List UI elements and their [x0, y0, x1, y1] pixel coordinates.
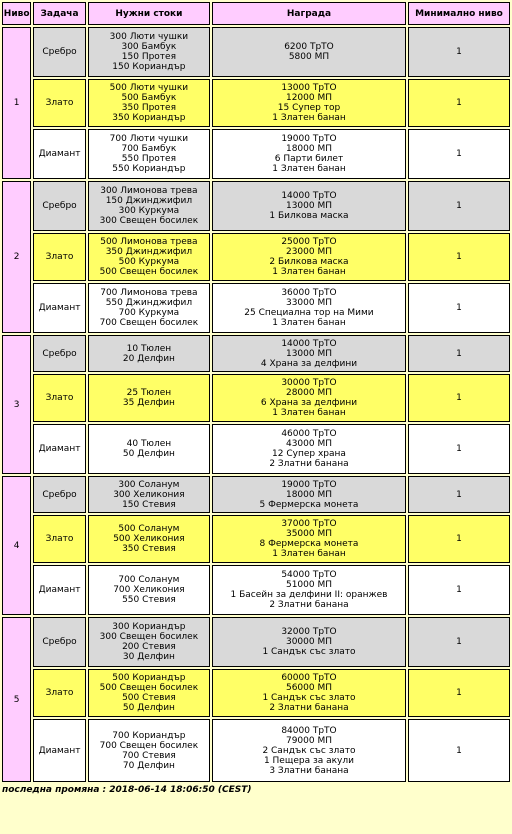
table-body	[2, 27, 510, 782]
goods-cell	[88, 374, 210, 422]
reward-item: 12 Супер храна	[272, 449, 346, 459]
task-cell: Диамант	[33, 565, 86, 615]
header-goods: Нужни стоки	[88, 2, 210, 25]
min-level-cell: 1	[408, 181, 510, 231]
goods-item: 300 Бамбук	[121, 42, 177, 52]
reward-item: 37000 ТрТО	[281, 519, 337, 529]
reward-item: 54000 ТрТО	[281, 570, 337, 580]
task-cell: Сребро	[33, 181, 86, 231]
table-row	[2, 476, 510, 513]
table-row	[2, 283, 510, 333]
goods-item: 500 Куркума	[118, 257, 180, 267]
goods-item: 500 Свещен босилек	[99, 683, 199, 693]
goods-item: 150 Джинджифил	[105, 196, 193, 206]
reward-item: 46000 ТрТО	[281, 429, 337, 439]
reward-cell	[212, 335, 406, 372]
reward-item: 23000 МП	[285, 247, 332, 257]
task-cell: Сребро	[33, 335, 86, 372]
goods-cell	[88, 565, 210, 615]
table-row	[2, 335, 510, 372]
reward-cell	[212, 374, 406, 422]
table-row	[2, 565, 510, 615]
goods-item: 700 Бамбук	[121, 144, 177, 154]
table-row	[2, 669, 510, 717]
goods-item: 70 Делфин	[122, 760, 175, 771]
task-cell: Злато	[33, 79, 86, 127]
goods-item: 500 Свещен босилек	[99, 267, 199, 277]
reward-item: 5800 МП	[288, 52, 330, 62]
reward-item: 35000 МП	[285, 529, 332, 539]
reward-item: 13000 МП	[285, 201, 332, 211]
reward-item: 1 Златен банан	[272, 164, 346, 174]
reward-item: 2 Билкова маска	[269, 257, 349, 267]
reward-item: 2 Златни банана	[269, 459, 349, 469]
min-level-cell: 1	[408, 719, 510, 782]
reward-item: 8 Фермерска монета	[259, 539, 359, 549]
goods-cell	[88, 233, 210, 281]
goods-item: 40 Тюлен	[126, 439, 172, 449]
level-cell: 2	[2, 181, 31, 333]
goods-item: 350 Стевия	[122, 544, 176, 554]
reward-item: 79000 МП	[285, 735, 332, 746]
reward-item: 1 Сандък със злато	[262, 647, 356, 657]
goods-cell	[88, 27, 210, 77]
level-cell: 1	[2, 27, 31, 179]
goods-item: 200 Стевия	[122, 642, 176, 652]
table-row	[2, 424, 510, 474]
task-cell: Злато	[33, 515, 86, 563]
goods-item: 35 Делфин	[122, 398, 175, 408]
last-modified: последна промяна : 2018-06-14 18:06:50 (CEST)	[2, 785, 252, 795]
min-level-cell: 1	[408, 283, 510, 333]
table-row	[2, 617, 510, 667]
goods-item: 350 Кориандър	[112, 113, 186, 123]
reward-item: 4 Храна за делфини	[260, 358, 358, 369]
reward-item: 12000 МП	[285, 93, 332, 103]
goods-item: 550 Стевия	[122, 595, 176, 605]
goods-cell	[88, 719, 210, 782]
min-level-cell: 1	[408, 515, 510, 563]
reward-item: 1 Златен банан	[272, 318, 346, 328]
reward-item: 19000 ТрТО	[281, 134, 337, 144]
goods-item: 700 Свещен босилек	[99, 318, 199, 328]
reward-item: 33000 МП	[285, 298, 332, 308]
goods-item: 700 Люти чушки	[109, 134, 189, 144]
reward-item: 1 Сандък със злато	[262, 693, 356, 703]
goods-item: 300 Лимонова трева	[100, 186, 198, 196]
reward-cell	[212, 424, 406, 474]
goods-item: 30 Делфин	[122, 652, 175, 662]
table-row	[2, 374, 510, 422]
min-level-cell: 1	[408, 617, 510, 667]
goods-cell	[88, 129, 210, 179]
goods-item: 700 Свещен босилек	[99, 740, 199, 751]
goods-item: 500 Стевия	[122, 693, 176, 703]
task-cell: Злато	[33, 669, 86, 717]
reward-item: 30000 ТрТО	[281, 378, 337, 388]
task-cell: Диамант	[33, 129, 86, 179]
reward-item: 19000 ТрТО	[281, 479, 337, 490]
goods-item: 150 Протея	[121, 52, 177, 62]
task-cell: Сребро	[33, 617, 86, 667]
min-level-cell: 1	[408, 27, 510, 77]
goods-item: 50 Делфин	[122, 703, 175, 713]
header-min-level: Минимално ниво	[408, 2, 510, 25]
reward-cell	[212, 565, 406, 615]
reward-item: 2 Сандък със злато	[262, 745, 356, 756]
goods-item: 700 Соланум	[118, 575, 180, 585]
goods-item: 350 Протея	[121, 103, 177, 113]
header-row	[2, 2, 510, 25]
reward-item: 1 Златен банан	[272, 408, 346, 418]
reward-item: 6200 ТрТО	[284, 42, 334, 52]
goods-cell	[88, 669, 210, 717]
goods-item: 500 Соланум	[118, 524, 180, 534]
reward-item: 60000 ТрТО	[281, 673, 337, 683]
table-row	[2, 27, 510, 77]
goods-item: 10 Тюлен	[126, 343, 172, 354]
reward-item: 1 Басейн за делфини II: оранжев	[230, 590, 388, 600]
min-level-cell: 1	[408, 335, 510, 372]
header-level: Ниво	[2, 2, 31, 25]
goods-item: 300 Свещен босилек	[99, 216, 199, 226]
reward-item: 6 Храна за делфини	[260, 398, 358, 408]
goods-item: 550 Протея	[121, 154, 177, 164]
table-row	[2, 719, 510, 782]
reward-item: 36000 ТрТО	[281, 288, 337, 298]
goods-cell	[88, 476, 210, 513]
reward-cell	[212, 719, 406, 782]
table-row	[2, 515, 510, 563]
reward-item: 5 Фермерска монета	[259, 499, 359, 510]
reward-cell	[212, 617, 406, 667]
min-level-cell: 1	[408, 424, 510, 474]
table-row	[2, 181, 510, 231]
goods-cell	[88, 79, 210, 127]
reward-item: 3 Златни банана	[269, 765, 349, 776]
goods-item: 300 Свещен босилек	[99, 632, 199, 642]
level-cell: 4	[2, 476, 31, 615]
goods-item: 300 Люти чушки	[109, 32, 189, 42]
task-cell: Диамант	[33, 424, 86, 474]
reward-item: 13000 МП	[285, 348, 332, 359]
reward-cell	[212, 129, 406, 179]
reward-item: 56000 МП	[285, 683, 332, 693]
goods-item: 700 Кориандър	[112, 730, 186, 741]
goods-item: 550 Джинджифил	[105, 298, 193, 308]
level-cell: 5	[2, 617, 31, 782]
reward-item: 28000 МП	[285, 388, 332, 398]
reward-item: 51000 МП	[285, 580, 332, 590]
task-cell: Сребро	[33, 476, 86, 513]
reward-item: 14000 ТрТО	[281, 191, 337, 201]
task-cell: Злато	[33, 374, 86, 422]
header-task: Задача	[33, 2, 86, 25]
goods-item: 500 Лимонова трева	[100, 237, 198, 247]
min-level-cell: 1	[408, 669, 510, 717]
task-cell: Злато	[33, 233, 86, 281]
min-level-cell: 1	[408, 79, 510, 127]
reward-item: 1 Златен банан	[272, 113, 346, 123]
reward-item: 1 Пещера за акули	[263, 755, 354, 766]
goods-item: 500 Бамбук	[121, 93, 177, 103]
reward-item: 1 Златен банан	[272, 267, 346, 277]
header-reward: Награда	[212, 2, 406, 25]
min-level-cell: 1	[408, 129, 510, 179]
task-cell: Диамант	[33, 719, 86, 782]
goods-cell	[88, 617, 210, 667]
reward-item: 15 Супер тор	[277, 103, 341, 113]
level-cell: 3	[2, 335, 31, 474]
goods-item: 700 Куркума	[118, 308, 180, 318]
goods-item: 700 Хеликония	[113, 585, 185, 595]
goods-item: 25 Тюлен	[126, 388, 172, 398]
reward-cell	[212, 283, 406, 333]
reward-item: 30000 МП	[285, 637, 332, 647]
task-cell: Диамант	[33, 283, 86, 333]
reward-item: 13000 ТрТО	[281, 83, 337, 93]
reward-item: 2 Златни банана	[269, 600, 349, 610]
reward-item: 2 Златни банана	[269, 703, 349, 713]
reward-item: 18000 МП	[285, 489, 332, 500]
goods-item: 700 Лимонова трева	[100, 288, 198, 298]
goods-cell	[88, 515, 210, 563]
goods-item: 300 Кориандър	[112, 622, 186, 632]
reward-cell	[212, 27, 406, 77]
min-level-cell: 1	[408, 233, 510, 281]
reward-cell	[212, 79, 406, 127]
min-level-cell: 1	[408, 565, 510, 615]
reward-item: 1 Билкова маска	[269, 211, 349, 221]
table-row	[2, 233, 510, 281]
min-level-cell: 1	[408, 476, 510, 513]
reward-cell	[212, 476, 406, 513]
goods-item: 500 Хеликония	[113, 534, 185, 544]
reward-item: 25 Специална тор на Мими	[244, 308, 374, 318]
table-row	[2, 79, 510, 127]
goods-item: 50 Делфин	[122, 449, 175, 459]
reward-cell	[212, 515, 406, 563]
reward-item: 6 Парти билет	[274, 154, 344, 164]
goods-item: 500 Кориандър	[112, 673, 186, 683]
goods-cell	[88, 335, 210, 372]
goods-item: 300 Куркума	[118, 206, 180, 216]
reward-item: 43000 МП	[285, 439, 332, 449]
goods-item: 150 Стевия	[122, 499, 176, 510]
goods-cell	[88, 283, 210, 333]
reward-item: 14000 ТрТО	[281, 338, 337, 349]
reward-item: 32000 ТрТО	[281, 627, 337, 637]
goods-item: 150 Кориандър	[112, 62, 186, 72]
reward-cell	[212, 669, 406, 717]
reward-cell	[212, 233, 406, 281]
goods-item: 550 Кориандър	[112, 164, 186, 174]
goods-item: 700 Стевия	[122, 750, 176, 761]
task-cell: Сребро	[33, 27, 86, 77]
goods-cell	[88, 181, 210, 231]
table-row	[2, 129, 510, 179]
goods-item: 500 Люти чушки	[109, 83, 189, 93]
goods-cell	[88, 424, 210, 474]
reward-item: 25000 ТрТО	[281, 237, 337, 247]
goods-item: 20 Делфин	[122, 353, 175, 364]
min-level-cell: 1	[408, 374, 510, 422]
goods-item: 300 Соланум	[118, 479, 180, 490]
goods-item: 300 Хеликония	[113, 489, 185, 500]
reward-cell	[212, 181, 406, 231]
reward-item: 1 Златен банан	[272, 549, 346, 559]
reward-item: 84000 ТрТО	[281, 725, 337, 736]
reward-item: 18000 МП	[285, 144, 332, 154]
goods-item: 350 Джинджифил	[105, 247, 193, 257]
